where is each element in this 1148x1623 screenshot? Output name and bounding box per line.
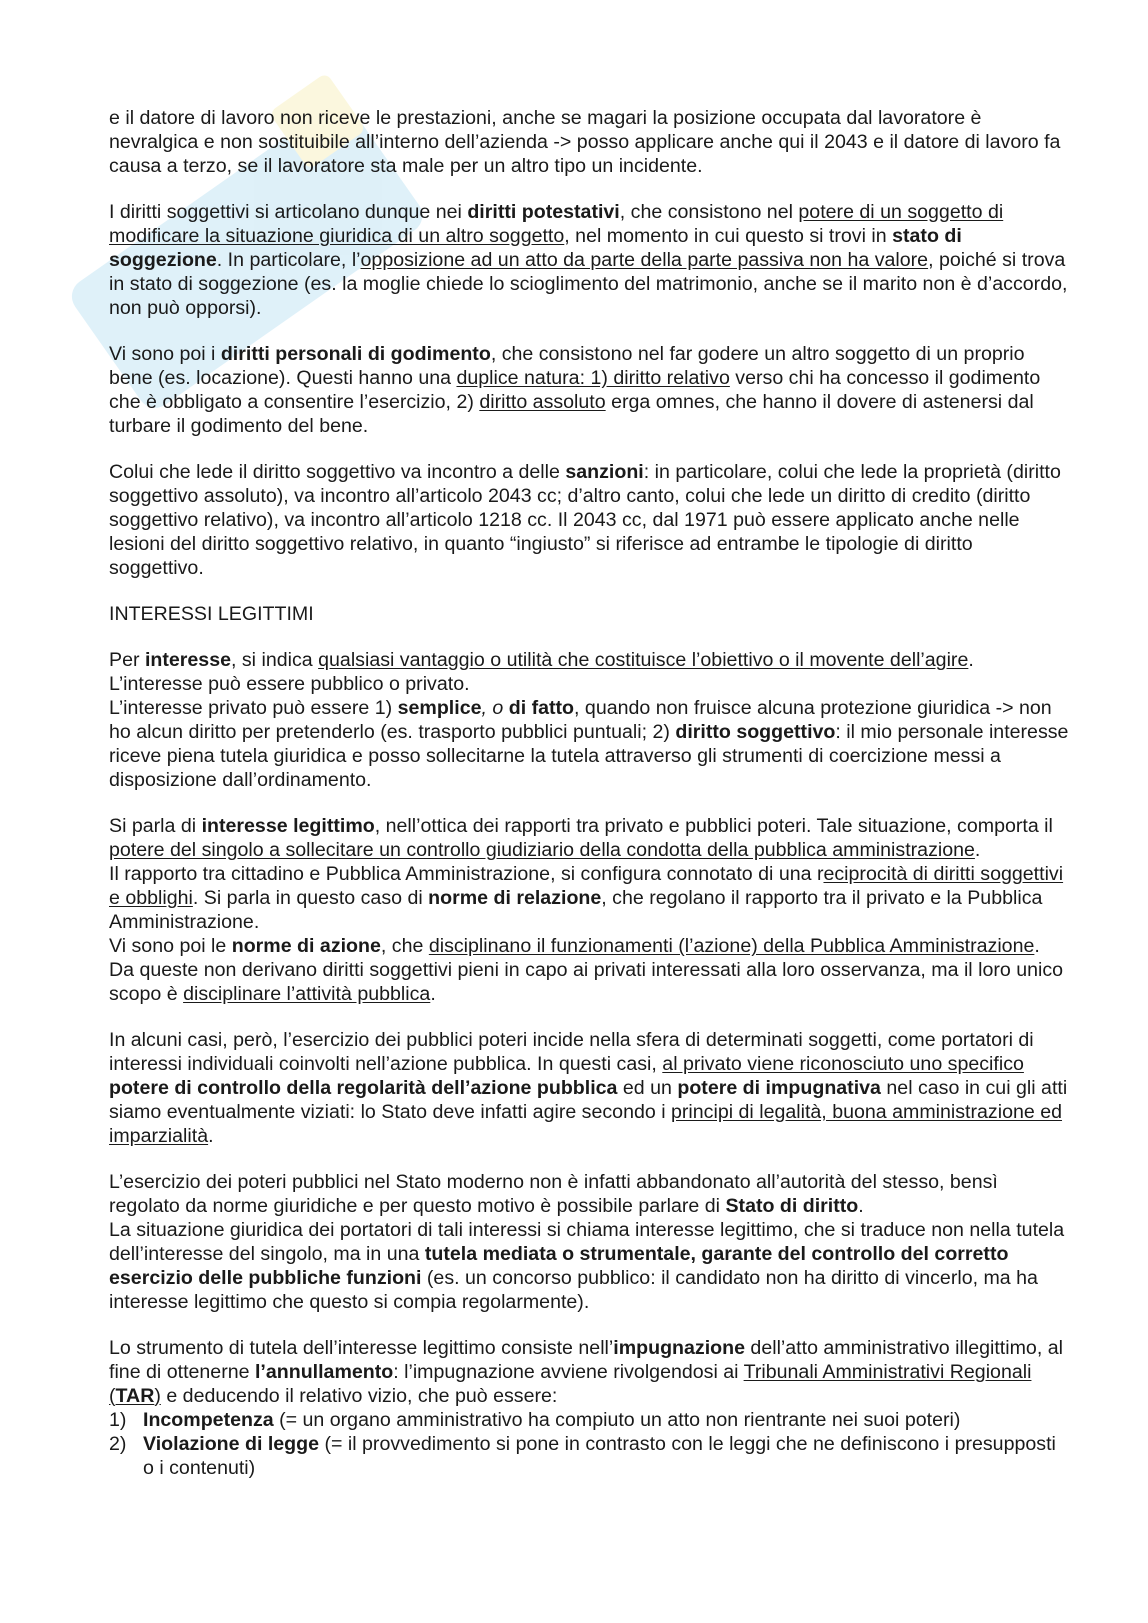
term-norme-di-relazione: norme di relazione [428,887,602,909]
term-impugnazione: impugnazione [613,1337,745,1359]
underline-disciplinano: disciplinano il funzionamenti (l’azione) della Pubblica Amministrazione [428,935,1035,957]
underline-attivita-pubblica: disciplinare l’attività pubblica [183,983,431,1005]
underline-potere: potere di un soggetto di modificare la situazione giuridica di un altro soggetto [109,201,1004,247]
term-violazione-di-legge: Violazione di legge [143,1433,320,1455]
paragraph-impugnazione: Lo strumento di tutela dell’interesse legittimo consiste nell’impugnazione dell’atto amministrativo illegittimo, al fine di ottenerne l’annullamento: l’impugnazione avviene rivolgendosi ai Tribunali Amministrativi Regionali (TAR) e deducendo il relativo vizio, che può essere: [109,1337,1063,1407]
paragraph-interesse: Per interesse, si indica qualsiasi vantaggio o utilità che costituisce l’obiettivo o il movente dell’agire. L’interesse può essere pubblico o privato. L’interesse privato può essere 1) semplice, o di fatto, quando non fruisce alcuna protezione giuridica -> non ho alcun diritto per pretenderlo (es. trasporto pubblici puntuali; 2) diritto soggettivo: il mio personale interesse riceve piena tutela giuridica e posso sollecitarne la tutela attraverso gli strumenti di coercizione messi a disposizione dall’ordinamento. [109,649,1069,791]
paragraph-sanzioni: Colui che lede il diritto soggettivo va incontro a delle sanzioni: in particolare, colui che lede la proprietà (diritto soggettivo assoluto), va incontro all’articolo 2043 cc; d’altro canto, colui che lede un diritto di credito (diritto soggettivo relativo), va incontro all’articolo 1218 cc. Il 2043 cc, dal 1971 può essere applicato anche nelle lesioni del diritto soggettivo relativo, in quanto “ingiusto” si riferisce ad entrambe le tipologie di diritto soggettivo. [109,461,1061,579]
term-norme-di-azione: norme di azione [231,935,381,957]
underline-al-privato: al privato viene riconosciuto uno specifico [662,1053,1024,1075]
paragraph-diritti-personali: Vi sono poi i diritti personali di godimento, che consistono nel far godere un altro soggetto di un proprio bene (es. locazione). Questi hanno una duplice natura: 1) diritto relativo verso chi ha concesso il godimento che è obbligato a consentire l’esercizio, 2) diritto assoluto erga omnes, che hanno il dovere di astenersi dal turbare il godimento del bene. [109,343,1041,437]
term-potere-di-controllo: potere di controllo della regolarità dell’azione pubblica [109,1077,618,1099]
term-annullamento: l’annullamento [254,1361,394,1383]
term-interesse: interesse [144,649,231,671]
term-semplice: semplice [397,697,482,719]
term-di-fatto: di fatto [508,697,575,719]
paragraph-interesse-legittimo: Si parla di interesse legittimo, nell’ottica dei rapporti tra privato e pubblici poteri. Tale situazione, comporta il potere del singolo a sollecitare un controllo giudiziario della condotta della pubblica amministrazione. Il rapporto tra cittadino e Pubblica Amministrazione, si configura connotato di una reciprocità di diritti soggettivi e obblighi. Si parla in questo caso di norme di relazione, che regolano il rapporto tra il privato e la Pubblica Amministrazione. Vi sono poi le norme di azione, che disciplinano il funzionamenti (l’azione) della Pubblica Amministrazione. Da queste non derivano diritti soggettivi pieni in capo ai privati interessati alla loro osservanza, ma il loro unico scopo è disciplinare l’attività pubblica. [109,815,1064,1005]
list-item: 1) Incompetenza (= un organo amministrativo ha compiuto un atto non rientrante nei suoi poteri) [109,1409,961,1431]
term-stato-di-soggezione: stato di soggezione [109,225,962,271]
underline-principi: principi di legalità, buona amministrazione ed imparzialità [109,1101,1063,1147]
term-diritti-potestativi: diritti potestativi [467,201,620,223]
paragraph-intro: e il datore di lavoro non riceve le prestazioni, anche se magari la posizione occupata dal lavoratore è nevralgica e non sostituibile all’interno dell’azienda -> posso applicare anche qui il 2043 e il datore di lavoro fa causa a terzo, se il lavoratore sta male per un altro tipo un incidente. [109,107,1061,177]
underline-duplice-natura: duplice natura: 1) diritto relativo [456,367,730,389]
underline-definizione-interesse: qualsiasi vantaggio o utilità che costituisce l’obiettivo o il movente dell’agire [318,649,969,671]
term-interesse-legittimo: interesse legittimo [201,815,375,837]
paragraph-stato-di-diritto: L’esercizio dei poteri pubblici nel Stato moderno non è infatti abbandonato all’autorità del stesso, bensì regolato da norme giuridiche e per questo motivo è possibile parlare di Stato di diritto. La situazione giuridica dei portatori di tali interessi si chiama interesse legittimo, che si traduce non nella tutela dell’interesse del singolo, ma in una tutela mediata o strumentale, garante del controllo del corretto esercizio delle pubbliche funzioni (es. un concorso pubblico: il candidato non ha diritto di vincerlo, ma ha interesse legittimo che questo si compia regolarmente). [109,1171,1065,1313]
term-potere-di-impugnativa: potere di impugnativa [677,1077,881,1099]
vizi-list [109,1408,1069,1480]
paragraph-esercizio-poteri: In alcuni casi, però, l’esercizio dei pubblici poteri incide nella sfera di determinati soggetti, come portatori di interessi individuali coinvolti nell’azione pubblica. In questi casi, al privato viene riconosciuto uno specifico potere di controllo della regolarità dell’azione pubblica ed un potere di impugnativa nel caso in cui gli atti siamo eventualmente viziati: lo Stato deve infatti agire secondo i principi di legalità, buona amministrazione ed imparzialità. [109,1029,1068,1147]
underline-tar: Tribunali Amministrativi Regionali (TAR) [109,1361,1032,1407]
paragraph-diritti-potestativi: I diritti soggettivi si articolano dunque nei diritti potestativi, che consistono nel potere di un soggetto di modificare la situazione giuridica di un altro soggetto, nel momento in cui questo si trovi in stato di soggezione. In particolare, l’opposizione ad un atto da parte della parte passiva non ha valore, poiché si trova in stato di soggezione (es. la moglie chiede lo scioglimento del matrimonio, anche se il marito non è d’accordo, non può opporsi). [109,201,1068,319]
term-diritti-personali: diritti personali di godimento [220,343,491,365]
underline-diritto-assoluto: diritto assoluto [479,391,606,413]
term-tutela-mediata: tutela mediata o strumentale, garante del controllo del corretto esercizio delle pubbliche funzioni [109,1243,1009,1289]
underline-reciprocita: eciprocità di diritti soggettivi e obblighi [109,863,1064,909]
term-incompetenza: Incompetenza [143,1409,274,1431]
underline-opposizione: opposizione ad un atto da parte della parte passiva non ha valore [360,249,929,271]
document-page [109,106,1069,1480]
list-item: 2) Violazione di legge (= il provvedimento si pone in contrasto con le leggi che ne definiscono i presupposti o i contenuti) [109,1433,1056,1479]
term-stato-di-diritto: Stato di diritto [725,1195,859,1217]
underline-potere-del-singolo: potere del singolo a sollecitare un controllo giudiziario della condotta della pubblica amministrazione [109,839,975,861]
section-heading: INTERESSI LEGITTIMI [109,603,314,625]
term-diritto-soggettivo: diritto soggettivo [675,721,836,743]
term-sanzioni: sanzioni [565,461,644,483]
